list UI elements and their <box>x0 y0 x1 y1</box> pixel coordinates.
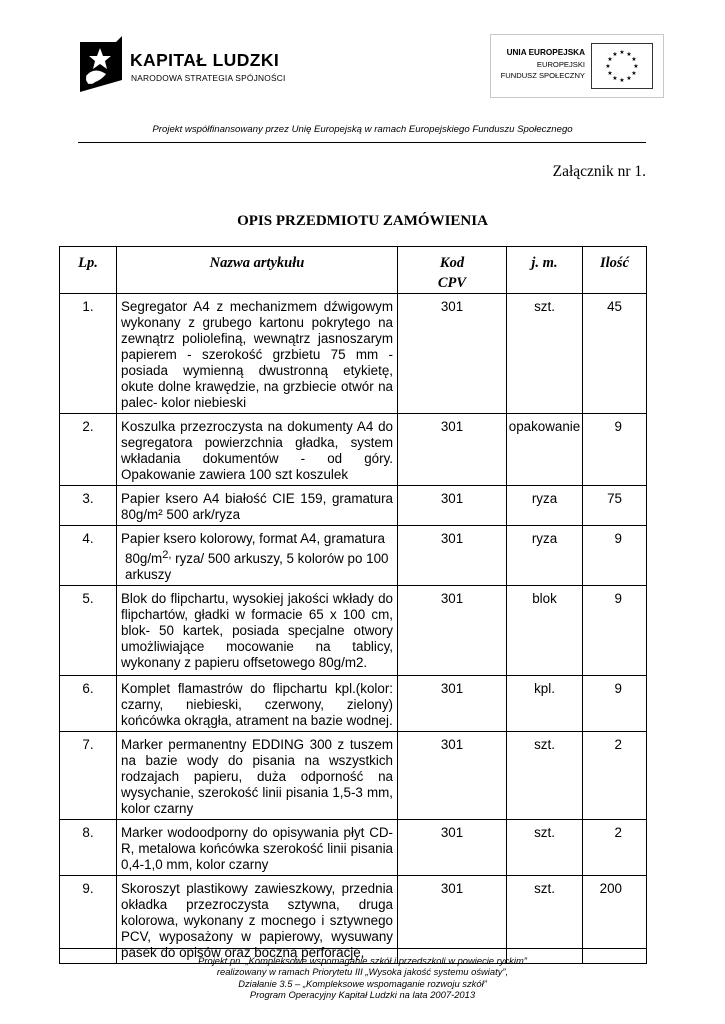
cell-ilosc: 9 <box>583 414 647 486</box>
cell-name-line1: Papier ksero kolorowy, format A4, gramatura <box>121 531 385 546</box>
svg-text:★: ★ <box>607 70 613 77</box>
cell-ilosc: 75 <box>583 486 647 526</box>
cell-kod: 301 <box>398 820 507 876</box>
table-row <box>60 586 647 676</box>
cell-jm: ryza <box>507 526 583 586</box>
table-row <box>60 876 647 964</box>
cell-jm: opakowanie <box>507 414 583 486</box>
cell-ilosc: 2 <box>583 820 647 876</box>
cell-name: Marker wodoodporny do opisywania płyt CD-R, metalowa końcówka szerokość linii pisania 0,4-1,0 mm, kolor czarny <box>117 820 398 876</box>
kapital-ludzki-logo <box>76 36 296 96</box>
table-row <box>60 294 647 414</box>
cell-name <box>117 526 398 586</box>
cell-lp: 6. <box>60 676 117 732</box>
cell-jm: szt. <box>507 876 583 964</box>
cell-jm: szt. <box>507 732 583 820</box>
kapital-ludzki-star-logo-icon <box>76 36 130 94</box>
cell-jm: szt. <box>507 294 583 414</box>
cell-kod: 301 <box>398 294 507 414</box>
svg-text:★: ★ <box>619 49 625 56</box>
cell-lp: 4. <box>60 526 117 586</box>
cell-ilosc: 9 <box>583 586 647 676</box>
cell-kod: 301 <box>398 486 507 526</box>
cell-kod: 301 <box>398 676 507 732</box>
footer-line2: realizowany w ramach Priorytetu III „Wysoka jakość systemu oświaty”, <box>216 966 509 978</box>
cell-jm: ryza <box>507 486 583 526</box>
cell-name: Marker permanentny EDDING 300 z tuszem na bazie wody do pisania na wszystkich rodzajach papieru, duża odporność na wysychanie, szerokość linii pisania 1,5-3 mm, kolor czarny <box>117 732 398 820</box>
cell-kod: 301 <box>398 732 507 820</box>
header-kod-1: Kod <box>439 255 465 271</box>
table-row <box>60 414 647 486</box>
header-kod-2: CPV <box>437 275 467 291</box>
svg-text:★: ★ <box>607 56 613 63</box>
cell-ilosc: 45 <box>583 294 647 414</box>
header-lp: Lp. <box>60 247 117 294</box>
header-jm: j. m. <box>507 247 583 294</box>
cell-kod: 301 <box>398 414 507 486</box>
cell-name-line2b: ryza/ 500 arkuszy, 5 kolorów po 100 <box>171 551 389 566</box>
cell-lp: 8. <box>60 820 117 876</box>
svg-text:★: ★ <box>605 63 611 70</box>
cell-name-line2a: 80g/m <box>125 551 163 566</box>
cell-kod: 301 <box>398 526 507 586</box>
eu-flag-icon <box>591 43 653 89</box>
header-ilosc: Ilość <box>583 247 647 294</box>
items-table <box>59 246 647 964</box>
cell-name: Papier ksero A4 białość CIE 159, gramatura 80g/m² 500 ark/ryza <box>117 486 398 526</box>
cell-name-sup: 2, <box>162 549 172 561</box>
cell-name: Blok do flipchartu, wysokiej jakości wkłady do flipchartów, gładki w formacie 65 x 100 cm, blok- 50 kartek, posiada specjalne otwory umożliwiające mocowanie na tablicy, wykonany z papieru offsetowego 80g/m2. <box>117 586 398 676</box>
header-name: Nazwa artykułu <box>117 247 398 294</box>
table-row <box>60 676 647 732</box>
footer-divider <box>59 948 646 949</box>
table-row <box>60 732 647 820</box>
table-header-row <box>60 247 647 294</box>
table-row <box>60 820 647 876</box>
cell-ilosc: 9 <box>583 526 647 586</box>
eu-line1: UNIA EUROPEJSKA <box>506 48 585 57</box>
svg-text:★: ★ <box>631 56 637 63</box>
svg-text:★: ★ <box>631 70 637 77</box>
cell-name: Koszulka przezroczysta na dokumenty A4 do segregatora powierzchnia gładka, system wkładania dokumentów - od góry. Opakowanie zawiera 100 szt koszulek <box>117 414 398 486</box>
project-cofinancing-line: Projekt współfinansowany przez Unię Europejską w ramach Europejskiego Funduszu Społecznego <box>152 124 573 135</box>
cell-lp: 5. <box>60 586 117 676</box>
cell-name: Segregator A4 z mechanizmem dźwigowym wykonany z grubego kartonu pokrytego na zewnątrz poliolefiną, wewnątrz jasnoszarym papierem - szerokość grzbietu 75 mm - posiada wymienną dwustronną etykietę, okute dolne krawędzie, na grzbiecie otwór na palec- kolor niebieski <box>117 294 398 414</box>
cell-lp: 7. <box>60 732 117 820</box>
header-divider <box>78 142 646 143</box>
cell-jm: blok <box>507 586 583 676</box>
kapital-ludzki-name: KAPITAŁ LUDZKI <box>130 50 280 70</box>
cell-name: Komplet flamastrów do flipchartu kpl.(kolor: czarny, niebieski, czerwony, zielony) końcówka okrągła, atrament na bazie wodnej. <box>117 676 398 732</box>
annex-label: Załącznik nr 1. <box>552 163 646 180</box>
cell-lp: 2. <box>60 414 117 486</box>
header-kod <box>398 247 507 294</box>
cell-jm: kpl. <box>507 676 583 732</box>
table-row <box>60 526 647 586</box>
footer-line4: Program Operacyjny Kapitał Ludzki na lata 2007-2013 <box>249 989 476 1001</box>
footer-line3: Działanie 3.5 – „Kompleksowe wspomaganie rozwoju szkół” <box>238 977 487 989</box>
cell-jm: szt. <box>507 820 583 876</box>
svg-text:★: ★ <box>626 75 632 82</box>
svg-text:★: ★ <box>612 75 618 82</box>
cell-lp: 3. <box>60 486 117 526</box>
cell-lp: 9. <box>60 876 117 964</box>
eu-line2: EUROPEJSKI <box>536 60 585 69</box>
cell-ilosc: 200 <box>583 876 647 964</box>
svg-text:★: ★ <box>612 51 618 58</box>
table-row <box>60 486 647 526</box>
cell-kod: 301 <box>398 586 507 676</box>
svg-text:★: ★ <box>619 77 625 84</box>
cell-lp: 1. <box>60 294 117 414</box>
eu-logo <box>490 34 664 98</box>
svg-text:★: ★ <box>633 63 639 70</box>
cell-ilosc: 2 <box>583 732 647 820</box>
kapital-ludzki-subtitle: NARODOWA STRATEGIA SPÓJNOŚCI <box>131 73 286 83</box>
footer-line1: Projekt pn. „Kompleksowe wspomaganie szkół i przedszkoli w powiecie ryckim” <box>198 955 527 966</box>
page-header <box>0 0 725 145</box>
page-footer <box>0 955 725 1001</box>
svg-text:★: ★ <box>626 51 632 58</box>
cell-name-line3: arkuszy <box>125 567 172 582</box>
document-title: OPIS PRZEDMIOTU ZAMÓWIENIA <box>237 213 488 229</box>
cell-kod: 301 <box>398 876 507 964</box>
cell-name: Skoroszyt plastikowy zawieszkowy, przednia okładka przezroczysta sztywna, druga kolorowa, wykonany z mocnego i sztywnego PCV, wyposażony w papierowy, wysuwany pasek do opisów oraz boczną perforację, <box>117 876 398 964</box>
eu-line3: FUNDUSZ SPOŁECZNY <box>500 71 585 80</box>
cell-ilosc: 9 <box>583 676 647 732</box>
